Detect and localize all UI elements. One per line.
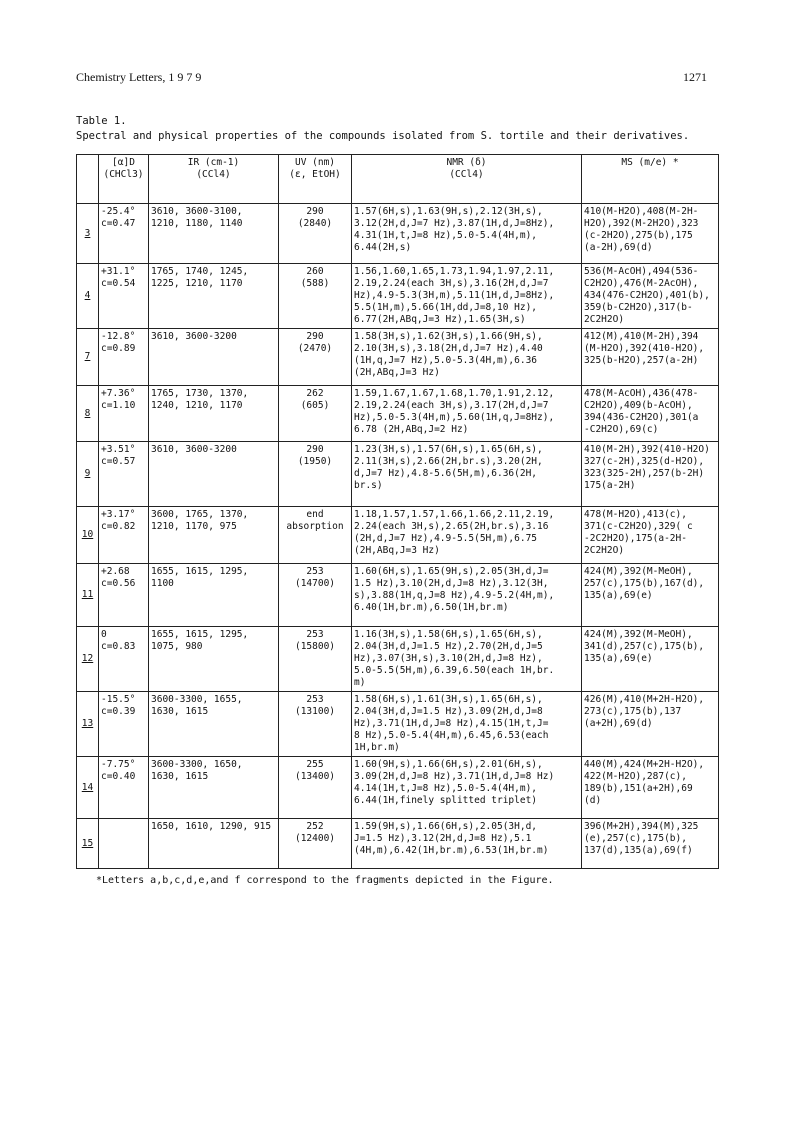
- nmr-cell: 1.18,1.57,1.57,1.66,1.66,2.11,2.19, 2.24(each 3H,s),2.65(2H,br.s),3.16 (2H,d,J=7 Hz),4.9-5.5(5H,m),6.75 (2H,ABq,J=3 Hz): [352, 507, 582, 564]
- alpha-cell: -7.75° c=0.40: [99, 757, 149, 819]
- compound-cell: [77, 204, 99, 264]
- ms-cell: 478(M-H2O),413(c), 371(c-C2H2O),329( c -2C2H2O),175(a-2H- 2C2H2O): [582, 507, 719, 564]
- table-row: [77, 204, 719, 264]
- alpha-cell: +3.51° c=0.57: [99, 442, 149, 507]
- nmr-cell: 1.56,1.60,1.65,1.73,1.94,1.97,2.11, 2.19,2.24(each 3H,s),3.16(2H,d,J=7 Hz),4.9-5.3(3H,m),5.11(1H,d,J=8Hz), 5.5(1H,m),5.66(1H,dd,J=8,10 Hz), 6.77(2H,ABq,J=3 Hz),1.65(3H,s): [352, 264, 582, 329]
- compound-number: 11: [81, 589, 94, 600]
- uv-cell: 290 (2840): [279, 204, 352, 264]
- table-label: Table 1.: [76, 115, 127, 127]
- nmr-cell: 1.58(3H,s),1.62(3H,s),1.66(9H,s), 2.10(3H,s),3.18(2H,d,J=7 Hz),4.40 (1H,q,J=7 Hz),5.0-5.3(4H,m),6.36 (2H,ABq,J=3 Hz): [352, 329, 582, 386]
- compound-cell: [77, 692, 99, 757]
- uv-cell: 253 (15800): [279, 627, 352, 692]
- compound-cell: [77, 507, 99, 564]
- table-row: [77, 442, 719, 507]
- compound-cell: [77, 386, 99, 442]
- alpha-cell: +2.68 c=0.56: [99, 564, 149, 627]
- compound-number: 12: [81, 653, 94, 664]
- header-compound: [77, 155, 99, 204]
- compound-cell: [77, 564, 99, 627]
- nmr-cell: 1.60(6H,s),1.65(9H,s),2.05(3H,d,J= 1.5 Hz),3.10(2H,d,J=8 Hz),3.12(3H, s),3.88(1H,q,J=8 Hz),4.9-5.2(4H,m), 6.40(1H,br.m),6.50(1H,br.m): [352, 564, 582, 627]
- alpha-cell: -12.8° c=0.89: [99, 329, 149, 386]
- table-row: [77, 386, 719, 442]
- alpha-cell: [99, 819, 149, 869]
- uv-cell: end absorption: [279, 507, 352, 564]
- alpha-cell: +7.36° c=1.10: [99, 386, 149, 442]
- alpha-cell: -15.5° c=0.39: [99, 692, 149, 757]
- header-alpha: [α]D (CHCl3): [99, 155, 149, 204]
- table-row: [77, 692, 719, 757]
- compound-number: 8: [84, 407, 91, 419]
- header-ir: IR (cm-1) (CCl4): [149, 155, 279, 204]
- nmr-cell: 1.16(3H,s),1.58(6H,s),1.65(6H,s), 2.04(3H,d,J=1.5 Hz),2.70(2H,d,J=5 Hz),3.07(3H,s),3.10(2H,d,J=8 Hz), 5.0-5.5(5H,m),6.39,6.50(each 1H,br. m): [352, 627, 582, 692]
- compound-number: 4: [84, 290, 91, 301]
- ms-cell: 410(M-2H),392(410-H2O) 327(c-2H),325(d-H2O), 323(325-2H),257(b-2H) 175(a-2H): [582, 442, 719, 507]
- ir-cell: 1765, 1740, 1245, 1225, 1210, 1170: [149, 264, 279, 329]
- uv-cell: 260 (588): [279, 264, 352, 329]
- uv-cell: 290 (1950): [279, 442, 352, 507]
- ir-cell: 1655, 1615, 1295, 1100: [149, 564, 279, 627]
- table-row: [77, 264, 719, 329]
- ir-cell: 1650, 1610, 1290, 915: [149, 819, 279, 869]
- uv-cell: 262 (605): [279, 386, 352, 442]
- nmr-cell: 1.59,1.67,1.67,1.68,1.70,1.91,2.12, 2.19,2.24(each 3H,s),3.17(2H,d,J=7 Hz),5.0-5.3(4H,m),5.60(1H,q,J=8Hz), 6.78 (2H,ABq,J=2 Hz): [352, 386, 582, 442]
- ms-cell: 426(M),410(M+2H-H2O), 273(c),175(b),137 (a+2H),69(d): [582, 692, 719, 757]
- ir-cell: 3600-3300, 1655, 1630, 1615: [149, 692, 279, 757]
- table-row: [77, 329, 719, 386]
- spectral-table: [76, 154, 719, 869]
- table-row: [77, 757, 719, 819]
- table-row: [77, 564, 719, 627]
- compound-number: 7: [84, 351, 91, 362]
- ms-cell: 410(M-H2O),408(M-2H- H2O),392(M-2H2O),323 (c-2H2O),275(b),175 (a-2H),69(d): [582, 204, 719, 264]
- table-row: [77, 627, 719, 692]
- header-uv: UV (nm) (ε, EtOH): [279, 155, 352, 204]
- page-number: 1271: [683, 70, 707, 84]
- compound-cell: [77, 757, 99, 819]
- compound-number: 14: [81, 781, 94, 793]
- table-title: [76, 114, 689, 144]
- uv-cell: 290 (2470): [279, 329, 352, 386]
- compound-cell: [77, 264, 99, 329]
- uv-cell: 253 (14700): [279, 564, 352, 627]
- uv-cell: 252 (12400): [279, 819, 352, 869]
- ms-cell: 536(M-AcOH),494(536- C2H2O),476(M-2AcOH), 434(476-C2H2O),401(b), 359(b-C2H2O),317(b- 2C2H2O): [582, 264, 719, 329]
- table-caption: Spectral and physical properties of the compounds isolated from S. tortile and their derivatives.: [76, 130, 690, 142]
- alpha-cell: 0 c=0.83: [99, 627, 149, 692]
- ir-cell: 3600-3300, 1650, 1630, 1615: [149, 757, 279, 819]
- compound-cell: [77, 442, 99, 507]
- header-nmr: NMR (δ) (CCl4): [352, 155, 582, 204]
- nmr-cell: 1.23(3H,s),1.57(6H,s),1.65(6H,s), 2.11(3H,s),2.66(2H,br.s),3.20(2H, d,J=7 Hz),4.8-5.6(5H,m),6.36(2H, br.s): [352, 442, 582, 507]
- alpha-cell: -25.4° c=0.47: [99, 204, 149, 264]
- ir-cell: 3610, 3600-3200: [149, 329, 279, 386]
- journal-header: Chemistry Letters, 1 9 7 9: [76, 70, 202, 84]
- alpha-cell: +31.1° c=0.54: [99, 264, 149, 329]
- ms-cell: 440(M),424(M+2H-H2O), 422(M-H2O),287(c), 189(b),151(a+2H),69 (d): [582, 757, 719, 819]
- nmr-cell: 1.57(6H,s),1.63(9H,s),2.12(3H,s), 3.12(2H,d,J=7 Hz),3.87(1H,d,J=8Hz), 4.31(1H,t,J=8 Hz),5.0-5.4(4H,m), 6.44(2H,s): [352, 204, 582, 264]
- ir-cell: 1765, 1730, 1370, 1240, 1210, 1170: [149, 386, 279, 442]
- compound-number: 13: [81, 718, 94, 729]
- ir-cell: 3610, 3600-3200: [149, 442, 279, 507]
- alpha-cell: +3.17° c=0.82: [99, 507, 149, 564]
- ir-cell: 3600, 1765, 1370, 1210, 1170, 975: [149, 507, 279, 564]
- table-header-row: [77, 155, 719, 204]
- table-row: [77, 819, 719, 869]
- header-ms: MS (m/e) *: [582, 155, 719, 204]
- compound-number: 3: [84, 227, 91, 239]
- ms-cell: 424(M),392(M-MeOH), 257(c),175(b),167(d), 135(a),69(e): [582, 564, 719, 627]
- ms-cell: 424(M),392(M-MeOH), 341(d),257(c),175(b), 135(a),69(e): [582, 627, 719, 692]
- ms-cell: 396(M+2H),394(M),325 (e),257(c),175(b), 137(d),135(a),69(f): [582, 819, 719, 869]
- compound-cell: [77, 627, 99, 692]
- nmr-cell: 1.59(9H,s),1.66(6H,s),2.05(3H,d, J=1.5 Hz),3.12(2H,d,J=8 Hz),5.1 (4H,m),6.42(1H,br.m),6.53(1H,br.m): [352, 819, 582, 869]
- compound-number: 10: [81, 529, 94, 540]
- compound-number: 15: [81, 837, 94, 849]
- nmr-cell: 1.60(9H,s),1.66(6H,s),2.01(6H,s), 3.09(2H,d,J=8 Hz),3.71(1H,d,J=8 Hz) 4.14(1H,t,J=8 Hz),5.0-5.4(4H,m), 6.44(1H,finely splitted triplet): [352, 757, 582, 819]
- compound-cell: [77, 819, 99, 869]
- uv-cell: 255 (13400): [279, 757, 352, 819]
- uv-cell: 253 (13100): [279, 692, 352, 757]
- compound-cell: [77, 329, 99, 386]
- ir-cell: 3610, 3600-3100, 1210, 1180, 1140: [149, 204, 279, 264]
- compound-number: 9: [84, 468, 91, 479]
- ir-cell: 1655, 1615, 1295, 1075, 980: [149, 627, 279, 692]
- ms-cell: 478(M-AcOH),436(478- C2H2O),409(b-AcOH), 394(436-C2H2O),301(a -C2H2O),69(c): [582, 386, 719, 442]
- table-row: [77, 507, 719, 564]
- nmr-cell: 1.58(6H,s),1.61(3H,s),1.65(6H,s), 2.04(3H,d,J=1.5 Hz),3.09(2H,d,J=8 Hz),3.71(1H,d,J=8 Hz),4.15(1H,t,J= 8 Hz),5.0-5.4(4H,m),6.45,6.53(each 1H,br.m): [352, 692, 582, 757]
- table-footnote: *Letters a,b,c,d,e,and f correspond to the fragments depicted in the Figure.: [96, 875, 554, 886]
- ms-cell: 412(M),410(M-2H),394 (M-H2O),392(410-H2O), 325(b-H2O),257(a-2H): [582, 329, 719, 386]
